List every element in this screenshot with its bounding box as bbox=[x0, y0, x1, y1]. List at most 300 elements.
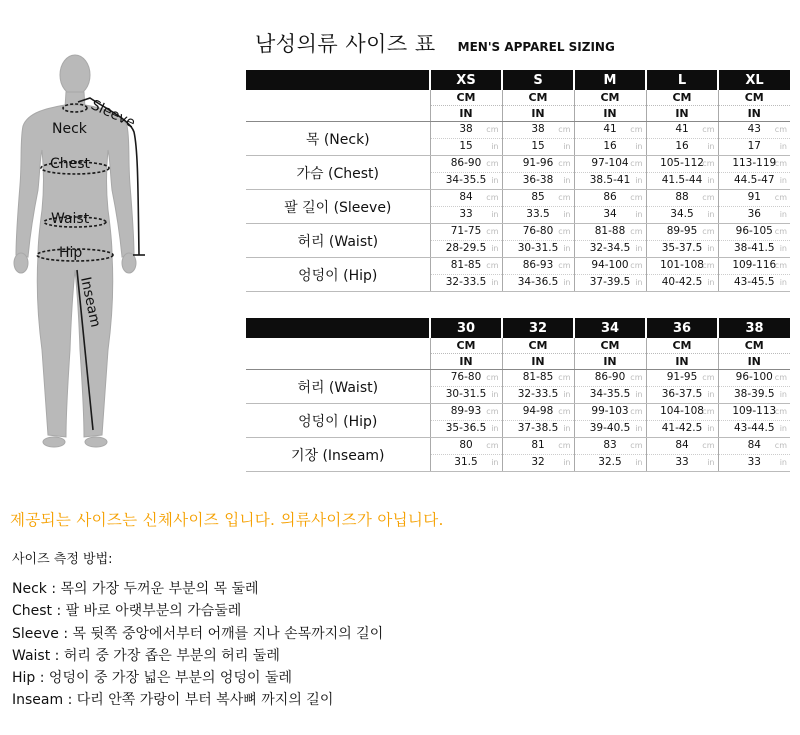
value-cell bbox=[646, 421, 718, 438]
unit-suffix: in bbox=[563, 142, 571, 151]
value-cell bbox=[502, 370, 574, 387]
unit-suffix: in bbox=[635, 244, 643, 253]
unit-in: IN bbox=[574, 354, 646, 370]
unit-suffix: in bbox=[779, 458, 787, 467]
measurement-value: 104-108 bbox=[660, 405, 704, 417]
definition-sleeve: Sleeve : 목 뒷쪽 중앙에서부터 어깨를 지나 손목까지의 길이 bbox=[12, 625, 384, 642]
unit-cm: CM bbox=[574, 90, 646, 106]
value-cell bbox=[718, 438, 790, 455]
measurement-value: 44.5-47 bbox=[733, 174, 775, 186]
unit-suffix: in bbox=[635, 210, 643, 219]
measurement-row-cm bbox=[246, 224, 790, 241]
size-header: XS bbox=[430, 70, 502, 90]
unit-suffix: cm bbox=[774, 227, 787, 236]
unit-cm: CM bbox=[430, 338, 502, 354]
unit-suffix: in bbox=[707, 176, 715, 185]
measurement-value: 33 bbox=[747, 456, 761, 468]
value-cell bbox=[430, 421, 502, 438]
definition-neck: Neck : 목의 가장 두꺼운 부분의 목 둘레 bbox=[12, 581, 259, 597]
unit-suffix: cm bbox=[774, 125, 787, 134]
measurement-value: 105-112 bbox=[660, 157, 704, 169]
unit-suffix: cm bbox=[486, 261, 499, 270]
size-header: 30 bbox=[430, 318, 502, 338]
measurement-value: 89-93 bbox=[450, 405, 482, 417]
title-english: MEN'S APPAREL SIZING bbox=[457, 40, 615, 54]
measurement-value: 32.5 bbox=[598, 456, 622, 468]
measurement-value: 41-42.5 bbox=[661, 422, 703, 434]
measurement-value: 16 bbox=[603, 140, 617, 152]
measurement-value: 16 bbox=[675, 140, 689, 152]
header-blank bbox=[246, 318, 430, 338]
unit-suffix: in bbox=[491, 458, 499, 467]
unit-suffix: in bbox=[779, 176, 787, 185]
unit-suffix: cm bbox=[774, 193, 787, 202]
measurement-value: 76-80 bbox=[450, 371, 482, 383]
size-header: 34 bbox=[574, 318, 646, 338]
unit-suffix: cm bbox=[702, 261, 715, 270]
measurement-value: 109-116 bbox=[732, 259, 777, 271]
measurement-value: 31.5 bbox=[454, 456, 478, 468]
unit-suffix: cm bbox=[630, 373, 643, 382]
value-cell bbox=[718, 190, 790, 207]
measurement-value: 89-95 bbox=[666, 225, 698, 237]
measurement-value: 38-39.5 bbox=[733, 388, 775, 400]
unit-suffix: in bbox=[563, 210, 571, 219]
definition-chest: Chest : 팔 바로 아랫부분의 가슴둘레 bbox=[12, 603, 242, 620]
value-cell bbox=[430, 438, 502, 455]
value-cell bbox=[718, 387, 790, 404]
page-title bbox=[255, 28, 615, 58]
value-cell bbox=[574, 387, 646, 404]
value-cell bbox=[718, 139, 790, 156]
measurement-value: 113-119 bbox=[732, 157, 777, 169]
value-cell bbox=[502, 173, 574, 190]
measurement-value: 80 bbox=[459, 439, 473, 451]
value-cell bbox=[502, 241, 574, 258]
measurement-value: 32 bbox=[531, 456, 545, 468]
unit-suffix: cm bbox=[558, 193, 571, 202]
value-cell bbox=[574, 370, 646, 387]
value-cell bbox=[646, 173, 718, 190]
unit-suffix: cm bbox=[630, 227, 643, 236]
unit-suffix: cm bbox=[558, 159, 571, 168]
value-cell bbox=[502, 139, 574, 156]
unit-suffix: cm bbox=[702, 227, 715, 236]
header-blank bbox=[246, 70, 430, 90]
value-cell bbox=[574, 122, 646, 139]
measurement-row-cm bbox=[246, 190, 790, 207]
measurement-value: 36 bbox=[747, 208, 761, 220]
unit-suffix: cm bbox=[774, 261, 787, 270]
unit-in: IN bbox=[646, 354, 718, 370]
measurement-value: 88 bbox=[675, 191, 689, 203]
measurement-row-cm bbox=[246, 156, 790, 173]
size-header: 32 bbox=[502, 318, 574, 338]
unit-suffix: in bbox=[635, 424, 643, 433]
unit-row-cm bbox=[246, 90, 790, 106]
value-cell bbox=[430, 370, 502, 387]
size-header: 36 bbox=[646, 318, 718, 338]
measurement-value: 34-35.5 bbox=[445, 174, 487, 186]
unit-suffix: in bbox=[707, 424, 715, 433]
unit-suffix: in bbox=[635, 278, 643, 287]
unit-cm: CM bbox=[646, 90, 718, 106]
value-cell bbox=[646, 224, 718, 241]
value-cell bbox=[430, 404, 502, 421]
value-cell bbox=[646, 370, 718, 387]
unit-blank bbox=[246, 106, 430, 122]
value-cell bbox=[718, 421, 790, 438]
measurement-value: 36-38 bbox=[522, 174, 554, 186]
value-cell bbox=[646, 275, 718, 292]
unit-suffix: cm bbox=[630, 193, 643, 202]
value-cell bbox=[574, 421, 646, 438]
value-cell bbox=[646, 122, 718, 139]
unit-suffix: in bbox=[563, 424, 571, 433]
tops-size-table bbox=[246, 70, 790, 292]
unit-suffix: in bbox=[707, 390, 715, 399]
measurement-row-cm bbox=[246, 438, 790, 455]
unit-suffix: cm bbox=[558, 441, 571, 450]
unit-suffix: in bbox=[491, 278, 499, 287]
measurement-label: 팔 길이 (Sleeve) bbox=[246, 190, 430, 224]
unit-suffix: in bbox=[779, 390, 787, 399]
measurement-value: 91-96 bbox=[522, 157, 554, 169]
unit-suffix: in bbox=[779, 210, 787, 219]
figure-label-sleeve: Sleeve bbox=[88, 97, 138, 132]
measurement-value: 38 bbox=[459, 123, 473, 135]
unit-suffix: cm bbox=[486, 193, 499, 202]
unit-suffix: cm bbox=[774, 441, 787, 450]
unit-in: IN bbox=[430, 354, 502, 370]
unit-cm: CM bbox=[718, 338, 790, 354]
measurement-value: 109-113 bbox=[732, 405, 777, 417]
unit-suffix: cm bbox=[486, 441, 499, 450]
definition-waist: Waist : 허리 중 가장 좁은 부분의 허리 둘레 bbox=[12, 647, 280, 664]
value-cell bbox=[646, 207, 718, 224]
measurement-value: 40-42.5 bbox=[661, 276, 703, 288]
unit-cm: CM bbox=[502, 338, 574, 354]
measurement-value: 38 bbox=[531, 123, 545, 135]
value-cell bbox=[430, 173, 502, 190]
measurement-value: 86-93 bbox=[522, 259, 554, 271]
measurement-value: 17 bbox=[747, 140, 761, 152]
unit-suffix: in bbox=[491, 210, 499, 219]
measurement-value: 94-98 bbox=[522, 405, 554, 417]
unit-suffix: cm bbox=[702, 193, 715, 202]
unit-suffix: cm bbox=[630, 407, 643, 416]
value-cell bbox=[574, 455, 646, 472]
value-cell bbox=[646, 241, 718, 258]
size-header: L bbox=[646, 70, 718, 90]
value-cell bbox=[574, 438, 646, 455]
unit-in: IN bbox=[718, 106, 790, 122]
figure-label-chest: Chest bbox=[50, 156, 91, 172]
unit-suffix: in bbox=[635, 458, 643, 467]
measurement-label: 허리 (Waist) bbox=[246, 370, 430, 404]
value-cell bbox=[430, 122, 502, 139]
unit-suffix: in bbox=[707, 458, 715, 467]
unit-suffix: in bbox=[635, 176, 643, 185]
unit-suffix: cm bbox=[486, 159, 499, 168]
unit-row-in bbox=[246, 354, 790, 370]
measurement-row-cm bbox=[246, 122, 790, 139]
measurement-value: 84 bbox=[747, 439, 761, 451]
value-cell bbox=[502, 387, 574, 404]
unit-suffix: cm bbox=[486, 407, 499, 416]
measurement-row-cm bbox=[246, 404, 790, 421]
measurement-value: 15 bbox=[459, 140, 473, 152]
measurement-value: 41 bbox=[675, 123, 689, 135]
value-cell bbox=[718, 370, 790, 387]
measurement-value: 84 bbox=[675, 439, 689, 451]
unit-suffix: cm bbox=[774, 373, 787, 382]
unit-suffix: in bbox=[707, 210, 715, 219]
measurement-value: 37-39.5 bbox=[589, 276, 631, 288]
measurement-value: 33 bbox=[459, 208, 473, 220]
measurement-value: 81-85 bbox=[450, 259, 482, 271]
value-cell bbox=[718, 455, 790, 472]
definition-inseam: Inseam : 다리 안쪽 가랑이 부터 복사뼈 까지의 길이 bbox=[12, 692, 334, 709]
value-cell bbox=[646, 404, 718, 421]
unit-suffix: cm bbox=[558, 373, 571, 382]
unit-suffix: in bbox=[563, 458, 571, 467]
value-cell bbox=[502, 207, 574, 224]
measurement-value: 30-31.5 bbox=[445, 388, 487, 400]
measurement-value: 81 bbox=[531, 439, 545, 451]
definition-hip: Hip : 엉덩이 중 가장 넓은 부분의 엉덩이 둘레 bbox=[12, 670, 293, 687]
value-cell bbox=[502, 421, 574, 438]
body-measurement-figure bbox=[8, 50, 158, 460]
value-cell bbox=[502, 122, 574, 139]
measurement-value: 34-36.5 bbox=[517, 276, 559, 288]
figure-label-hip: Hip bbox=[59, 245, 83, 261]
measurement-value: 36-37.5 bbox=[661, 388, 703, 400]
measurement-value: 28-29.5 bbox=[445, 242, 487, 254]
unit-suffix: in bbox=[635, 390, 643, 399]
measurement-value: 32-33.5 bbox=[517, 388, 559, 400]
unit-suffix: cm bbox=[774, 407, 787, 416]
measurement-value: 96-105 bbox=[735, 225, 773, 237]
measurement-value: 39-40.5 bbox=[589, 422, 631, 434]
unit-suffix: cm bbox=[630, 125, 643, 134]
measurement-row-cm bbox=[246, 258, 790, 275]
measurement-value: 38.5-41 bbox=[589, 174, 631, 186]
value-cell bbox=[574, 258, 646, 275]
value-cell bbox=[718, 122, 790, 139]
unit-suffix: cm bbox=[558, 407, 571, 416]
unit-suffix: cm bbox=[630, 261, 643, 270]
unit-blank bbox=[246, 90, 430, 106]
unit-suffix: in bbox=[491, 142, 499, 151]
unit-suffix: in bbox=[707, 244, 715, 253]
title-korean: 남성의류 사이즈 표 bbox=[255, 32, 436, 56]
value-cell bbox=[430, 207, 502, 224]
value-cell bbox=[502, 156, 574, 173]
unit-suffix: in bbox=[779, 424, 787, 433]
tops-body bbox=[246, 122, 790, 292]
measurement-method-title: 사이즈 측정 방법: bbox=[12, 552, 113, 567]
value-cell bbox=[718, 404, 790, 421]
unit-suffix: cm bbox=[630, 441, 643, 450]
unit-suffix: in bbox=[491, 176, 499, 185]
size-header: XL bbox=[718, 70, 790, 90]
measurement-value: 35-37.5 bbox=[661, 242, 703, 254]
measurement-value: 37-38.5 bbox=[517, 422, 559, 434]
measurement-label: 기장 (Inseam) bbox=[246, 438, 430, 472]
unit-cm: CM bbox=[718, 90, 790, 106]
unit-in: IN bbox=[718, 354, 790, 370]
size-header-row bbox=[246, 318, 790, 338]
value-cell bbox=[574, 275, 646, 292]
unit-suffix: in bbox=[779, 244, 787, 253]
measurement-value: 15 bbox=[531, 140, 545, 152]
unit-suffix: in bbox=[779, 142, 787, 151]
measurement-value: 96-100 bbox=[735, 371, 773, 383]
measurement-value: 32-33.5 bbox=[445, 276, 487, 288]
unit-in: IN bbox=[502, 106, 574, 122]
unit-suffix: cm bbox=[486, 125, 499, 134]
unit-cm: CM bbox=[430, 90, 502, 106]
measurement-value: 91 bbox=[747, 191, 761, 203]
measurement-value: 81-85 bbox=[522, 371, 554, 383]
unit-suffix: cm bbox=[702, 159, 715, 168]
unit-in: IN bbox=[430, 106, 502, 122]
measurement-definitions bbox=[12, 578, 383, 712]
unit-suffix: in bbox=[563, 244, 571, 253]
measurement-value: 35-36.5 bbox=[445, 422, 487, 434]
measurement-value: 71-75 bbox=[450, 225, 482, 237]
unit-row-in bbox=[246, 106, 790, 122]
value-cell bbox=[574, 139, 646, 156]
measurement-value: 38-41.5 bbox=[733, 242, 775, 254]
value-cell bbox=[430, 139, 502, 156]
value-cell bbox=[502, 455, 574, 472]
value-cell bbox=[574, 173, 646, 190]
unit-suffix: in bbox=[491, 244, 499, 253]
unit-suffix: cm bbox=[558, 125, 571, 134]
unit-suffix: cm bbox=[558, 227, 571, 236]
unit-suffix: in bbox=[491, 390, 499, 399]
body-size-notice: 제공되는 사이즈는 신체사이즈 입니다. 의류사이즈가 아닙니다. bbox=[10, 511, 444, 529]
unit-suffix: cm bbox=[702, 125, 715, 134]
measurement-value: 43-44.5 bbox=[733, 422, 775, 434]
value-cell bbox=[502, 404, 574, 421]
unit-blank bbox=[246, 354, 430, 370]
figure-label-inseam: Inseam bbox=[77, 275, 104, 329]
value-cell bbox=[574, 156, 646, 173]
measurement-value: 30-31.5 bbox=[517, 242, 559, 254]
unit-blank bbox=[246, 338, 430, 354]
measurement-value: 83 bbox=[603, 439, 617, 451]
value-cell bbox=[718, 275, 790, 292]
value-cell bbox=[502, 258, 574, 275]
unit-suffix: cm bbox=[702, 373, 715, 382]
unit-cm: CM bbox=[646, 338, 718, 354]
value-cell bbox=[646, 190, 718, 207]
measurement-value: 34.5 bbox=[670, 208, 694, 220]
unit-suffix: in bbox=[563, 176, 571, 185]
measurement-value: 76-80 bbox=[522, 225, 554, 237]
value-cell bbox=[646, 455, 718, 472]
size-header: M bbox=[574, 70, 646, 90]
measurement-value: 99-103 bbox=[591, 405, 629, 417]
value-cell bbox=[718, 258, 790, 275]
measurement-value: 85 bbox=[531, 191, 545, 203]
value-cell bbox=[646, 258, 718, 275]
value-cell bbox=[430, 224, 502, 241]
measurement-label: 허리 (Waist) bbox=[246, 224, 430, 258]
unit-in: IN bbox=[646, 106, 718, 122]
measurement-row-cm bbox=[246, 370, 790, 387]
unit-suffix: cm bbox=[630, 159, 643, 168]
measurement-value: 33 bbox=[675, 456, 689, 468]
value-cell bbox=[574, 207, 646, 224]
size-header-row bbox=[246, 70, 790, 90]
value-cell bbox=[574, 190, 646, 207]
measurement-value: 86-90 bbox=[450, 157, 482, 169]
measurement-value: 41 bbox=[603, 123, 617, 135]
figure-label-neck: Neck bbox=[52, 121, 87, 137]
value-cell bbox=[718, 207, 790, 224]
unit-in: IN bbox=[502, 354, 574, 370]
value-cell bbox=[646, 387, 718, 404]
measurement-value: 32-34.5 bbox=[589, 242, 631, 254]
value-cell bbox=[430, 190, 502, 207]
unit-suffix: cm bbox=[486, 227, 499, 236]
measurement-value: 33.5 bbox=[526, 208, 550, 220]
value-cell bbox=[646, 156, 718, 173]
unit-suffix: in bbox=[563, 390, 571, 399]
measurement-value: 34 bbox=[603, 208, 617, 220]
unit-in: IN bbox=[574, 106, 646, 122]
value-cell bbox=[430, 241, 502, 258]
value-cell bbox=[574, 404, 646, 421]
measurement-label: 목 (Neck) bbox=[246, 122, 430, 156]
value-cell bbox=[718, 173, 790, 190]
size-header: 38 bbox=[718, 318, 790, 338]
bottoms-size-table bbox=[246, 318, 790, 472]
measurement-value: 43 bbox=[747, 123, 761, 135]
value-cell bbox=[430, 387, 502, 404]
measurement-value: 101-108 bbox=[660, 259, 704, 271]
value-cell bbox=[574, 241, 646, 258]
unit-suffix: in bbox=[779, 278, 787, 287]
value-cell bbox=[574, 224, 646, 241]
value-cell bbox=[502, 275, 574, 292]
unit-cm: CM bbox=[574, 338, 646, 354]
measurement-value: 94-100 bbox=[591, 259, 629, 271]
measurement-value: 41.5-44 bbox=[661, 174, 703, 186]
value-cell bbox=[502, 224, 574, 241]
value-cell bbox=[502, 190, 574, 207]
measurement-label: 엉덩이 (Hip) bbox=[246, 258, 430, 292]
measurement-value: 43-45.5 bbox=[733, 276, 775, 288]
value-cell bbox=[718, 156, 790, 173]
unit-suffix: cm bbox=[702, 441, 715, 450]
measurement-value: 81-88 bbox=[594, 225, 626, 237]
size-header: S bbox=[502, 70, 574, 90]
value-cell bbox=[502, 438, 574, 455]
bottoms-body bbox=[246, 370, 790, 472]
value-cell bbox=[646, 438, 718, 455]
value-cell bbox=[430, 455, 502, 472]
value-cell bbox=[718, 224, 790, 241]
unit-suffix: in bbox=[563, 278, 571, 287]
unit-cm: CM bbox=[502, 90, 574, 106]
value-cell bbox=[718, 241, 790, 258]
measurement-value: 84 bbox=[459, 191, 473, 203]
